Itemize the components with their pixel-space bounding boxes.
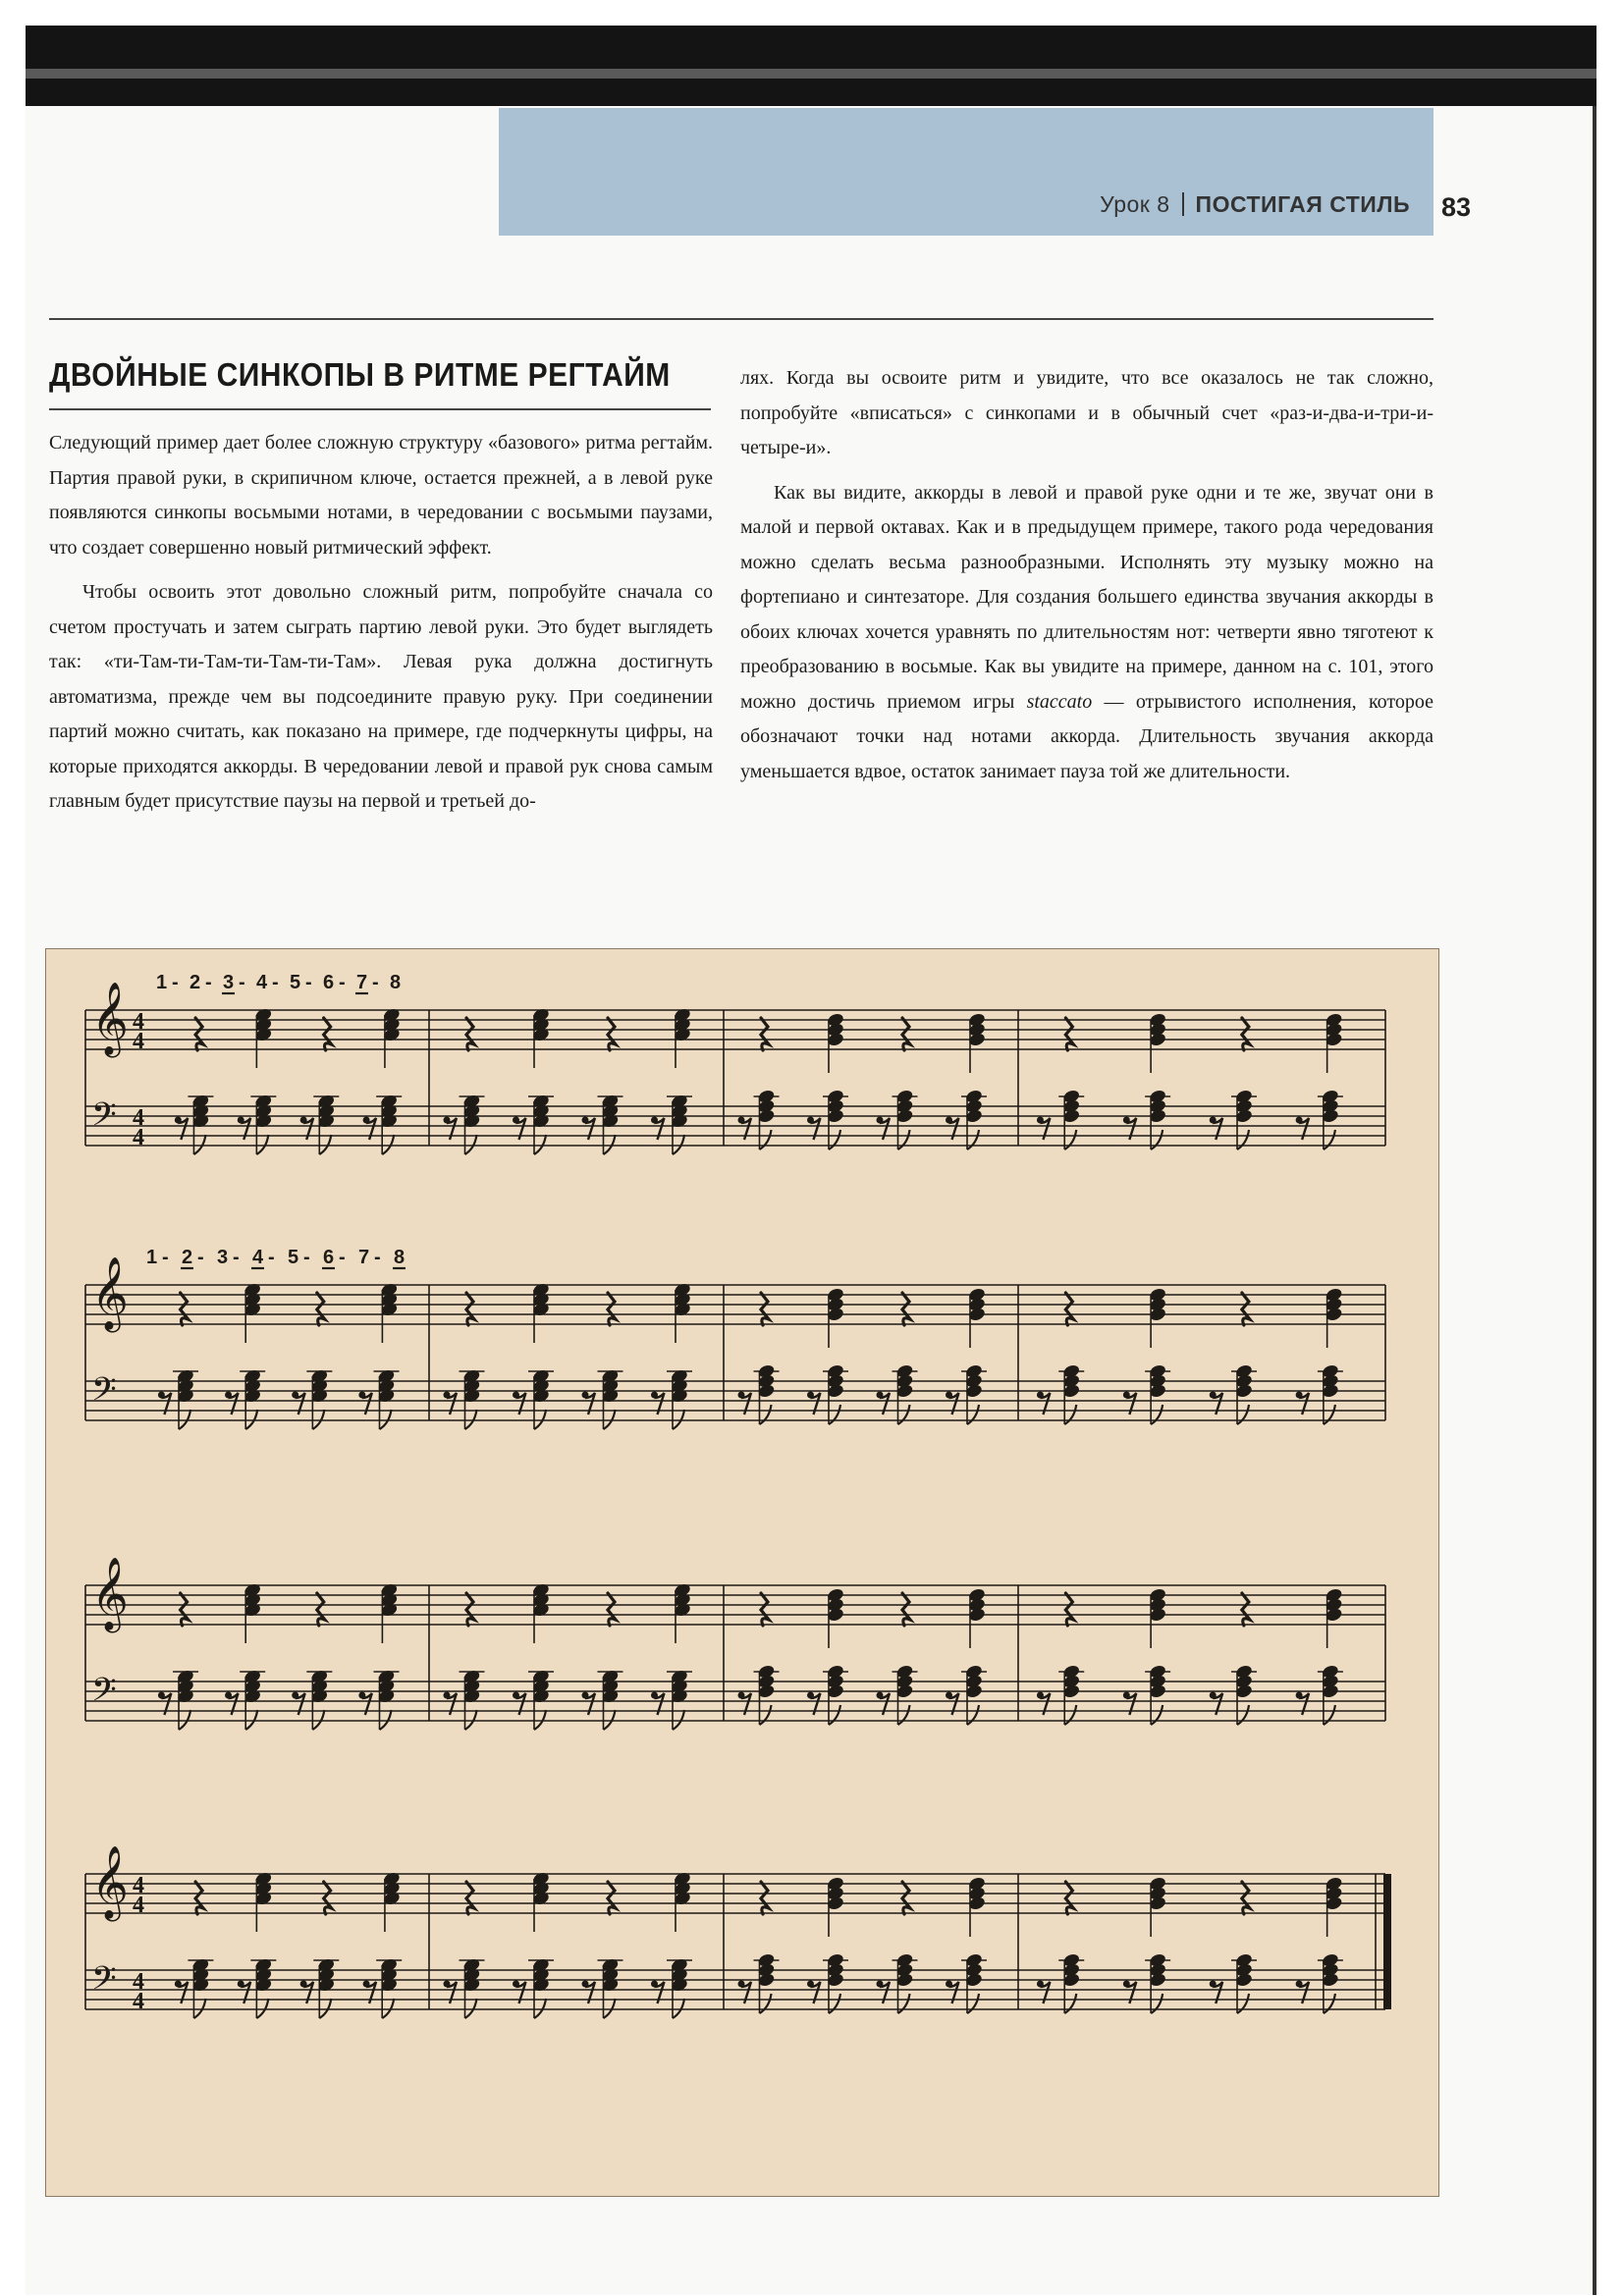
score-example bbox=[45, 948, 1439, 2197]
system-2-measure-a-bass-chord-flag bbox=[179, 1410, 190, 1429]
running-header-band bbox=[499, 108, 1434, 236]
system-4-measure-a-treble-rest bbox=[195, 1882, 203, 1914]
system-3-measure-c-bass-chord-flag bbox=[967, 1705, 979, 1725]
count-dash: - bbox=[162, 1247, 169, 1268]
system-2-measure-b-treble-rest bbox=[466, 1293, 474, 1325]
system-3-measure-c-bass-chord-flag bbox=[898, 1705, 910, 1725]
count-label: 2 bbox=[182, 1247, 193, 1268]
system-1-measure-b-bass-chord-flag bbox=[673, 1135, 684, 1154]
system-4-bass-time-bottom: 4 bbox=[133, 1989, 144, 2014]
chapter-title: ПОСТИГАЯ СТИЛЬ bbox=[1195, 191, 1410, 217]
system-3-measure-d-treble-rest bbox=[1242, 1593, 1250, 1626]
count-label: 3 bbox=[217, 1247, 229, 1268]
system-4-measure-c-bass-chord-flag bbox=[967, 1994, 979, 2013]
right-paragraph-2-text-a: Как вы видите, аккорды в левой и правой руке одни и те же, звучат они в малой и первой октавах. Как и в предыдущем примере, такого рода чередования можно сделать весьма разнообразными. Исполнять эту музыку можно на фортепиано и синтезаторе. Для создания большего единства звучания аккорды в обоих ключах хочется уравнять по длительностям нот: четверти явно тяготеют к преобразованию в восьмые. Как вы увидите на примере, данном на с. 101, этого можно достичь приемом игры bbox=[740, 481, 1434, 713]
section-title: ДВОЙНЫЕ СИНКОПЫ В РИТМЕ РЕГТАЙМ bbox=[49, 357, 671, 394]
left-column bbox=[49, 426, 713, 820]
system-4-measure-d-bass-chord-flag bbox=[1324, 1994, 1335, 2013]
count-label: 5 bbox=[290, 972, 301, 993]
count-label: 7 bbox=[358, 1247, 370, 1268]
system-4-final-barline bbox=[1383, 1874, 1391, 2009]
system-4-measure-a-bass-chord-flag bbox=[256, 1999, 268, 2018]
system-3-measure-d-treble-rest bbox=[1065, 1593, 1073, 1626]
system-2-measure-b-bass-chord-flag bbox=[673, 1410, 684, 1429]
system-3-measure-c-treble-rest bbox=[761, 1593, 769, 1626]
count-dash: - bbox=[305, 972, 312, 993]
right-paragraph-2-text-b: — отрывистого исполнения, которое обозначают точки над нотами аккорда. Длительность звучания аккорда уменьшается вдвое, остаток занимает пауза той же длительности. bbox=[740, 690, 1434, 782]
system-2-measure-d-bass-chord-flag bbox=[1064, 1405, 1076, 1424]
system-3-measure-b-bass-chord-flag bbox=[673, 1710, 684, 1730]
system-2-measure-a-treble-rest bbox=[317, 1293, 325, 1325]
system-3-measure-d-bass-chord-flag bbox=[1151, 1705, 1163, 1725]
system-1-measure-a-treble-rest bbox=[195, 1018, 203, 1050]
system-3-measure-a-treble-rest bbox=[181, 1593, 189, 1626]
system-1-measure-d-treble-rest bbox=[1065, 1018, 1073, 1050]
system-1-measure-c-treble-rest bbox=[902, 1018, 910, 1050]
system-1-measure-a-treble-rest bbox=[324, 1018, 332, 1050]
page-top-border bbox=[26, 26, 1596, 106]
system-2-measure-a-bass-chord-flag bbox=[245, 1410, 257, 1429]
system-4-measure-c-bass-chord-flag bbox=[829, 1994, 840, 2013]
system-1-measure-a-bass-chord-flag bbox=[319, 1135, 331, 1154]
system-4-measure-b-bass-chord-flag bbox=[465, 1999, 477, 2018]
system-1-measure-c-bass-chord-flag bbox=[967, 1130, 979, 1149]
right-paragraph-1: лях. Когда вы освоите ритм и увидите, что все оказалось не так сложно, попробуйте «вписаться» с синкопами и в обычный счет «раз-и-два-и-три-и-четыре-и». bbox=[740, 367, 1434, 458]
system-2-measure-d-treble-rest bbox=[1242, 1293, 1250, 1325]
system-3-measure-a-bass-chord-flag bbox=[380, 1710, 392, 1730]
system-3-measure-b-bass-chord-flag bbox=[604, 1710, 616, 1730]
system-2-measure-c-bass-chord-flag bbox=[829, 1405, 840, 1424]
count-label: 3 bbox=[223, 972, 235, 993]
system-4-measure-a-treble-rest bbox=[324, 1882, 332, 1914]
system-3-measure-d-bass-chord-flag bbox=[1324, 1705, 1335, 1725]
system-4-measure-d-bass-chord-flag bbox=[1151, 1994, 1163, 2013]
system-1-measure-d-bass-chord-flag bbox=[1237, 1130, 1249, 1149]
system-3-measure-d-bass-chord-flag bbox=[1064, 1705, 1076, 1725]
system-1-measure-c-bass-chord-flag bbox=[760, 1130, 772, 1149]
system-1-measure-b-treble-rest bbox=[466, 1018, 474, 1050]
count-label: 4 bbox=[256, 972, 268, 993]
system-3-measure-b-bass-chord-flag bbox=[534, 1710, 546, 1730]
count-dash: - bbox=[239, 972, 245, 993]
system-2-bass-clef: 𝄢 bbox=[91, 1371, 117, 1416]
system-2-measure-d-bass-chord-flag bbox=[1151, 1405, 1163, 1424]
system-3-measure-a-bass-chord-flag bbox=[179, 1710, 190, 1730]
system-4-measure-b-bass-chord-flag bbox=[673, 1999, 684, 2018]
system-2-measure-a-bass-chord-flag bbox=[312, 1410, 324, 1429]
system-1-treble-time-top: 4 bbox=[133, 1009, 144, 1035]
music-score bbox=[46, 949, 1438, 2196]
count-dash: - bbox=[197, 1247, 204, 1268]
system-2-measure-b-treble-rest bbox=[608, 1293, 616, 1325]
system-4-measure-b-treble-rest bbox=[608, 1882, 616, 1914]
count-label: 7 bbox=[356, 972, 368, 993]
system-3-measure-a-treble-rest bbox=[317, 1593, 325, 1626]
system-3-treble-clef: 𝄞 bbox=[91, 1558, 129, 1630]
right-column bbox=[740, 361, 1434, 789]
count-label: 6 bbox=[323, 1247, 335, 1268]
system-1-measure-d-treble-rest bbox=[1242, 1018, 1250, 1050]
system-3-measure-b-treble-rest bbox=[466, 1593, 474, 1626]
system-2-measure-b-bass-chord-flag bbox=[534, 1410, 546, 1429]
count-dash: - bbox=[339, 972, 346, 993]
system-1-measure-d-bass-chord-flag bbox=[1324, 1130, 1335, 1149]
running-header bbox=[499, 191, 1410, 218]
system-1-measure-a-bass-chord-flag bbox=[193, 1135, 205, 1154]
system-2-measure-a-bass-chord-flag bbox=[380, 1410, 392, 1429]
system-1-measure-b-treble-rest bbox=[608, 1018, 616, 1050]
system-2-measure-c-treble-rest bbox=[761, 1293, 769, 1325]
count-label: 5 bbox=[288, 1247, 299, 1268]
system-1-measure-c-bass-chord-flag bbox=[829, 1130, 840, 1149]
system-2-measure-d-bass-chord-flag bbox=[1324, 1405, 1335, 1424]
count-label: 1 bbox=[156, 972, 168, 993]
system-3-measure-a-bass-chord-flag bbox=[245, 1710, 257, 1730]
count-label: 4 bbox=[252, 1247, 264, 1268]
page-right-edge bbox=[1593, 106, 1596, 2295]
system-4-bass-time-top: 4 bbox=[133, 1969, 144, 1995]
system-4-measure-d-bass-chord-flag bbox=[1064, 1994, 1076, 2013]
system-1-bass-time-bottom: 4 bbox=[133, 1125, 144, 1150]
system-3-measure-c-bass-chord-flag bbox=[829, 1705, 840, 1725]
count-dash: - bbox=[372, 972, 379, 993]
right-paragraph-2 bbox=[740, 476, 1434, 790]
system-1-measure-a-bass-chord-flag bbox=[382, 1135, 394, 1154]
system-2-measure-d-treble-rest bbox=[1065, 1293, 1073, 1325]
system-2-treble-clef: 𝄞 bbox=[91, 1257, 129, 1330]
system-1-treble-clef: 𝄞 bbox=[91, 983, 129, 1055]
system-2-measure-c-bass-chord-flag bbox=[967, 1405, 979, 1424]
count-dash: - bbox=[374, 1247, 381, 1268]
system-4-measure-c-bass-chord-flag bbox=[760, 1994, 772, 2013]
page-number: 83 bbox=[1441, 192, 1472, 222]
count-dash: - bbox=[303, 1247, 310, 1268]
count-label: 6 bbox=[323, 972, 335, 993]
system-4-measure-d-treble-rest bbox=[1065, 1882, 1073, 1914]
system-1-measure-d-bass-chord-flag bbox=[1151, 1130, 1163, 1149]
system-3-measure-d-bass-chord-flag bbox=[1237, 1705, 1249, 1725]
system-3-measure-b-treble-rest bbox=[608, 1593, 616, 1626]
section-top-rule bbox=[49, 318, 1434, 320]
system-1-measure-b-bass-chord-flag bbox=[534, 1135, 546, 1154]
staccato-term: staccato bbox=[1026, 690, 1093, 713]
count-label: 8 bbox=[394, 1247, 406, 1268]
system-4-measure-b-bass-chord-flag bbox=[604, 1999, 616, 2018]
system-3-measure-a-bass-chord-flag bbox=[312, 1710, 324, 1730]
system-4-measure-c-bass-chord-flag bbox=[898, 1994, 910, 2013]
system-1-measure-b-bass-chord-flag bbox=[604, 1135, 616, 1154]
count-dash: - bbox=[233, 1247, 240, 1268]
system-4-measure-d-bass-chord-flag bbox=[1237, 1994, 1249, 2013]
system-2-measure-a-treble-rest bbox=[181, 1293, 189, 1325]
system-4-measure-d-treble-rest bbox=[1242, 1882, 1250, 1914]
system-1-measure-d-bass-chord-flag bbox=[1064, 1130, 1076, 1149]
system-4-measure-c-treble-rest bbox=[902, 1882, 910, 1914]
system-3-measure-c-bass-chord-flag bbox=[760, 1705, 772, 1725]
header-separator bbox=[1182, 192, 1184, 216]
count-dash: - bbox=[172, 972, 179, 993]
system-2-measure-b-bass-chord-flag bbox=[465, 1410, 477, 1429]
count-dash: - bbox=[268, 1247, 275, 1268]
left-paragraph-2: Чтобы освоить этот довольно сложный ритм, попробуйте сначала со счетом простучать и затем сыграть партию левой руки. Это будет выглядеть так: «ти-Там-ти-Там-ти-Там-ти-Там». Левая рука должна достигнуть автоматизма, прежде чем вы подсоедините правую руку. При соединении партий можно считать, как показано на примере, где подчеркнуты цифры, на которые приходятся аккорды. В чередовании левой и правой рук снова самым главным будет присутствие паузы на первой и третьей до- bbox=[49, 581, 713, 812]
system-1-measure-b-bass-chord-flag bbox=[465, 1135, 477, 1154]
system-1-measure-c-treble-rest bbox=[761, 1018, 769, 1050]
system-4-measure-a-bass-chord-flag bbox=[193, 1999, 205, 2018]
system-4-treble-time-bottom: 4 bbox=[133, 1893, 144, 1918]
book-page bbox=[26, 26, 1596, 2295]
system-1-bass-clef: 𝄢 bbox=[91, 1096, 117, 1142]
system-1-treble-time-bottom: 4 bbox=[133, 1029, 144, 1054]
system-1-measure-c-bass-chord-flag bbox=[898, 1130, 910, 1149]
system-2-measure-c-bass-chord-flag bbox=[898, 1405, 910, 1424]
system-4-treble-time-top: 4 bbox=[133, 1873, 144, 1898]
lesson-label: Урок 8 bbox=[1100, 191, 1170, 217]
count-dash: - bbox=[339, 1247, 346, 1268]
page-top-border-stripe bbox=[26, 69, 1596, 79]
section-title-rule bbox=[49, 408, 711, 410]
system-2-measure-b-bass-chord-flag bbox=[604, 1410, 616, 1429]
system-1-bass-time-top: 4 bbox=[133, 1105, 144, 1131]
system-2-measure-c-treble-rest bbox=[902, 1293, 910, 1325]
count-label: 2 bbox=[189, 972, 201, 993]
system-4-treble-clef: 𝄞 bbox=[91, 1846, 129, 1919]
system-2-measure-c-bass-chord-flag bbox=[760, 1405, 772, 1424]
system-4-bass-clef: 𝄢 bbox=[91, 1960, 117, 2005]
system-4-measure-a-bass-chord-flag bbox=[319, 1999, 331, 2018]
system-3-bass-clef: 𝄢 bbox=[91, 1672, 117, 1717]
system-4-measure-c-treble-rest bbox=[761, 1882, 769, 1914]
system-2-measure-d-bass-chord-flag bbox=[1237, 1405, 1249, 1424]
system-4-measure-b-treble-rest bbox=[466, 1882, 474, 1914]
count-label: 1 bbox=[146, 1247, 158, 1268]
count-label: 8 bbox=[390, 972, 402, 993]
system-1-measure-a-bass-chord-flag bbox=[256, 1135, 268, 1154]
left-paragraph-1: Следующий пример дает более сложную структуру «базового» ритма регтайм. Партия правой руки, в скрипичном ключе, остается прежней, а в левой руке появляются синкопы восьмыми нотами, в чередовании с восьмыми паузами, что создает совершенно новый ритмический эффект. bbox=[49, 432, 713, 559]
count-dash: - bbox=[205, 972, 212, 993]
system-3-measure-b-bass-chord-flag bbox=[465, 1710, 477, 1730]
system-4-measure-b-bass-chord-flag bbox=[534, 1999, 546, 2018]
system-4-measure-a-bass-chord-flag bbox=[382, 1999, 394, 2018]
count-dash: - bbox=[272, 972, 279, 993]
system-3-measure-c-treble-rest bbox=[902, 1593, 910, 1626]
